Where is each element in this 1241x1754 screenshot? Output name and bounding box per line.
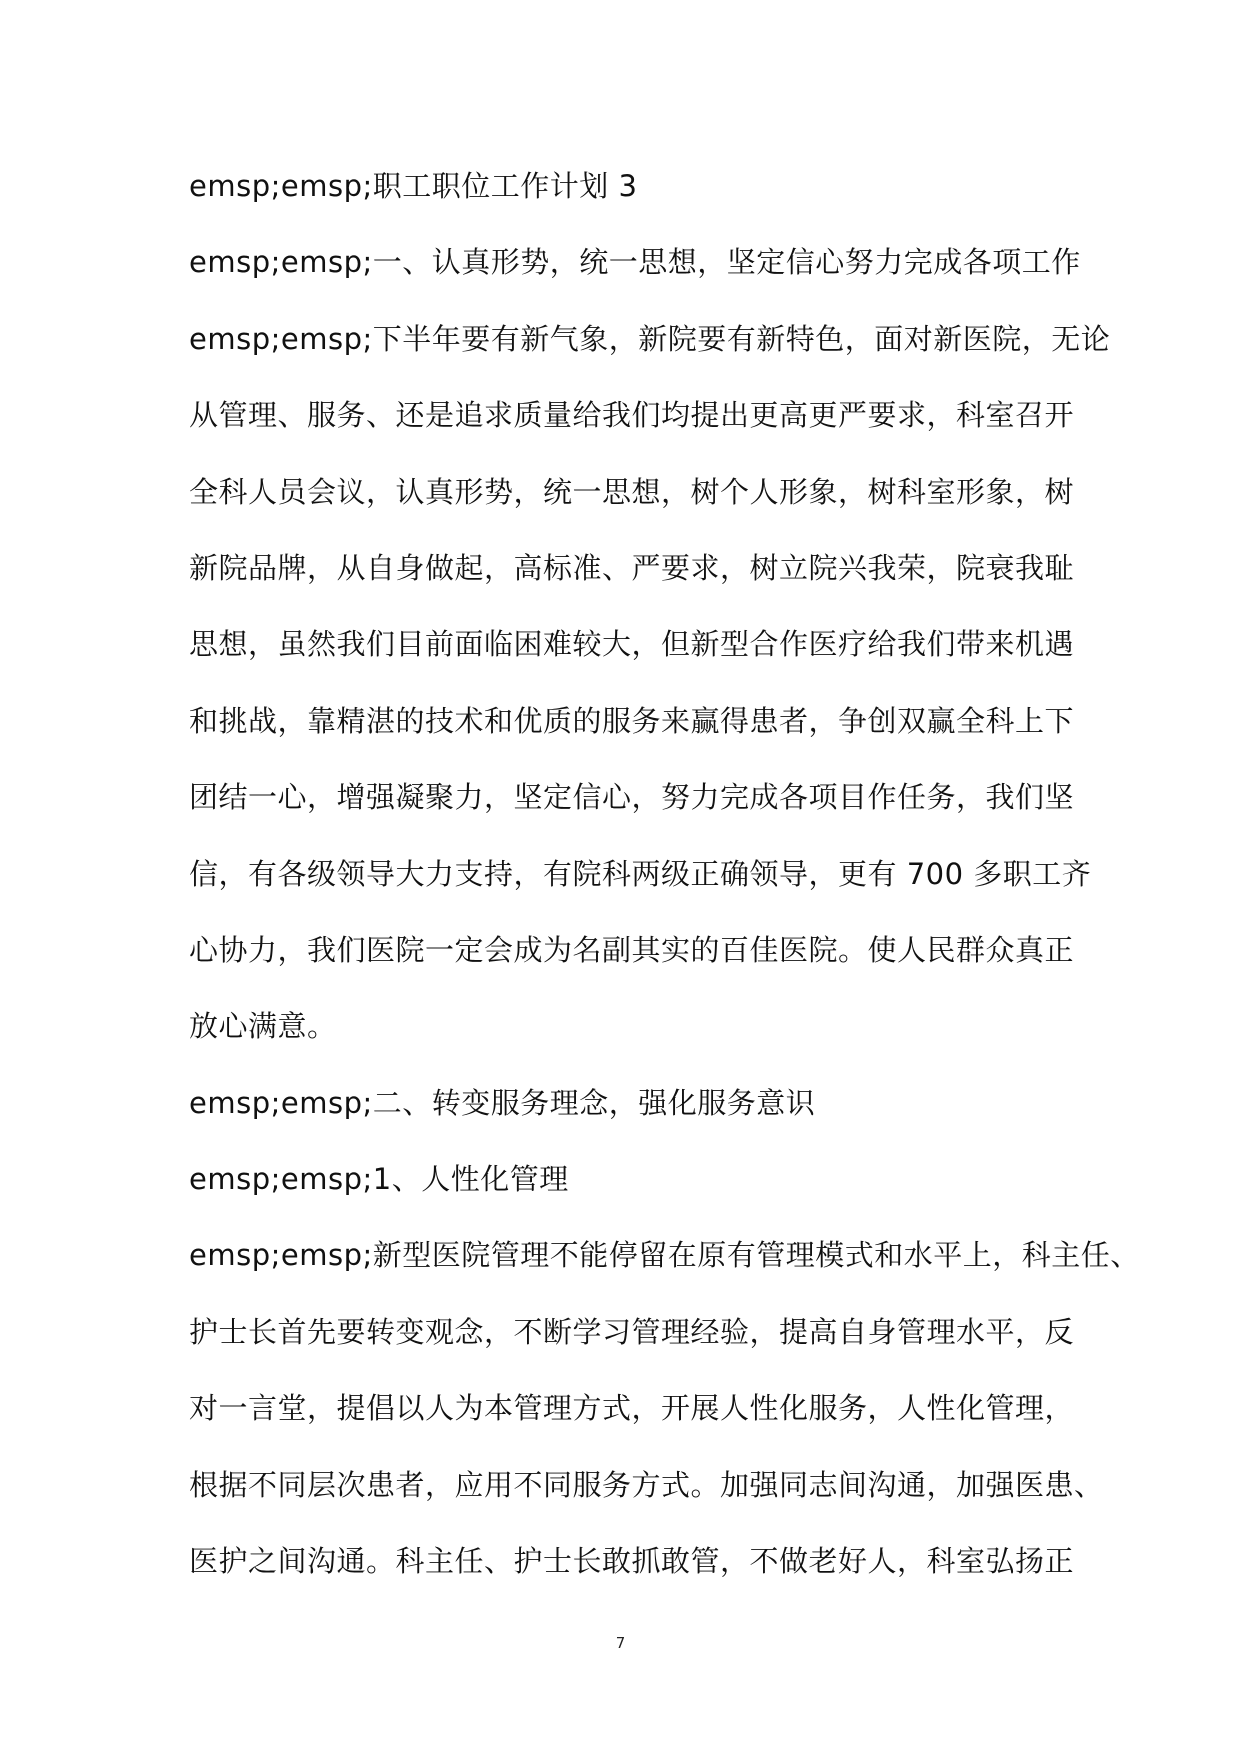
text-line: 医护之间沟通。科主任、护士长敢抓敢管，不做老好人，科室弘扬正 bbox=[189, 1544, 1075, 1579]
page-number: 7 bbox=[615, 1634, 626, 1652]
text-line: 从管理、服务、还是追求质量给我们均提出更高更严要求，科室召开 bbox=[189, 398, 1075, 433]
text-line: 思想，虽然我们目前面临困难较大，但新型合作医疗给我们带来机遇 bbox=[189, 627, 1075, 662]
text-line: 心协力，我们医院一定会成为名副其实的百佳医院。使人民群众真正 bbox=[189, 932, 1075, 967]
text-line: emsp;emsp;下半年要有新气象，新院要有新特色，面对新医院，无论 bbox=[189, 321, 1111, 356]
text-line: 新院品牌，从自身做起，高标准、严要求，树立院兴我荣，院衰我耻 bbox=[189, 550, 1075, 585]
text-line: 全科人员会议，认真形势，统一思想，树个人形象，树科室形象，树 bbox=[189, 474, 1075, 509]
text-line: 根据不同层次患者，应用不同服务方式。加强同志间沟通，加强医患、 bbox=[189, 1467, 1104, 1502]
text-line: 对一言堂，提倡以人为本管理方式，开展人性化服务，人性化管理， bbox=[189, 1391, 1075, 1426]
text-line: 和挑战，靠精湛的技术和优质的服务来赢得患者，争创双赢全科上下 bbox=[189, 703, 1075, 738]
body-text bbox=[189, 148, 1140, 1599]
text-line: emsp;emsp;二、转变服务理念，强化服务意识 bbox=[189, 1085, 816, 1120]
text-line: 团结一心，增强凝聚力，坚定信心，努力完成各项目作任务，我们坚 bbox=[189, 780, 1075, 815]
text-line: emsp;emsp;新型医院管理不能停留在原有管理模式和水平上，科主任、 bbox=[189, 1238, 1140, 1273]
text-line: 信，有各级领导大力支持，有院科两级正确领导，更有 700 多职工齐 bbox=[189, 856, 1092, 891]
text-line: 护士长首先要转变观念，不断学习管理经验，提高自身管理水平，反 bbox=[189, 1314, 1075, 1349]
text-line: emsp;emsp;1、人性化管理 bbox=[189, 1162, 569, 1197]
text-line: emsp;emsp;一、认真形势，统一思想，坚定信心努力完成各项工作 bbox=[189, 245, 1081, 280]
text-line: 放心满意。 bbox=[189, 1009, 337, 1044]
text-line: emsp;emsp;职工职位工作计划 3 bbox=[189, 169, 638, 203]
